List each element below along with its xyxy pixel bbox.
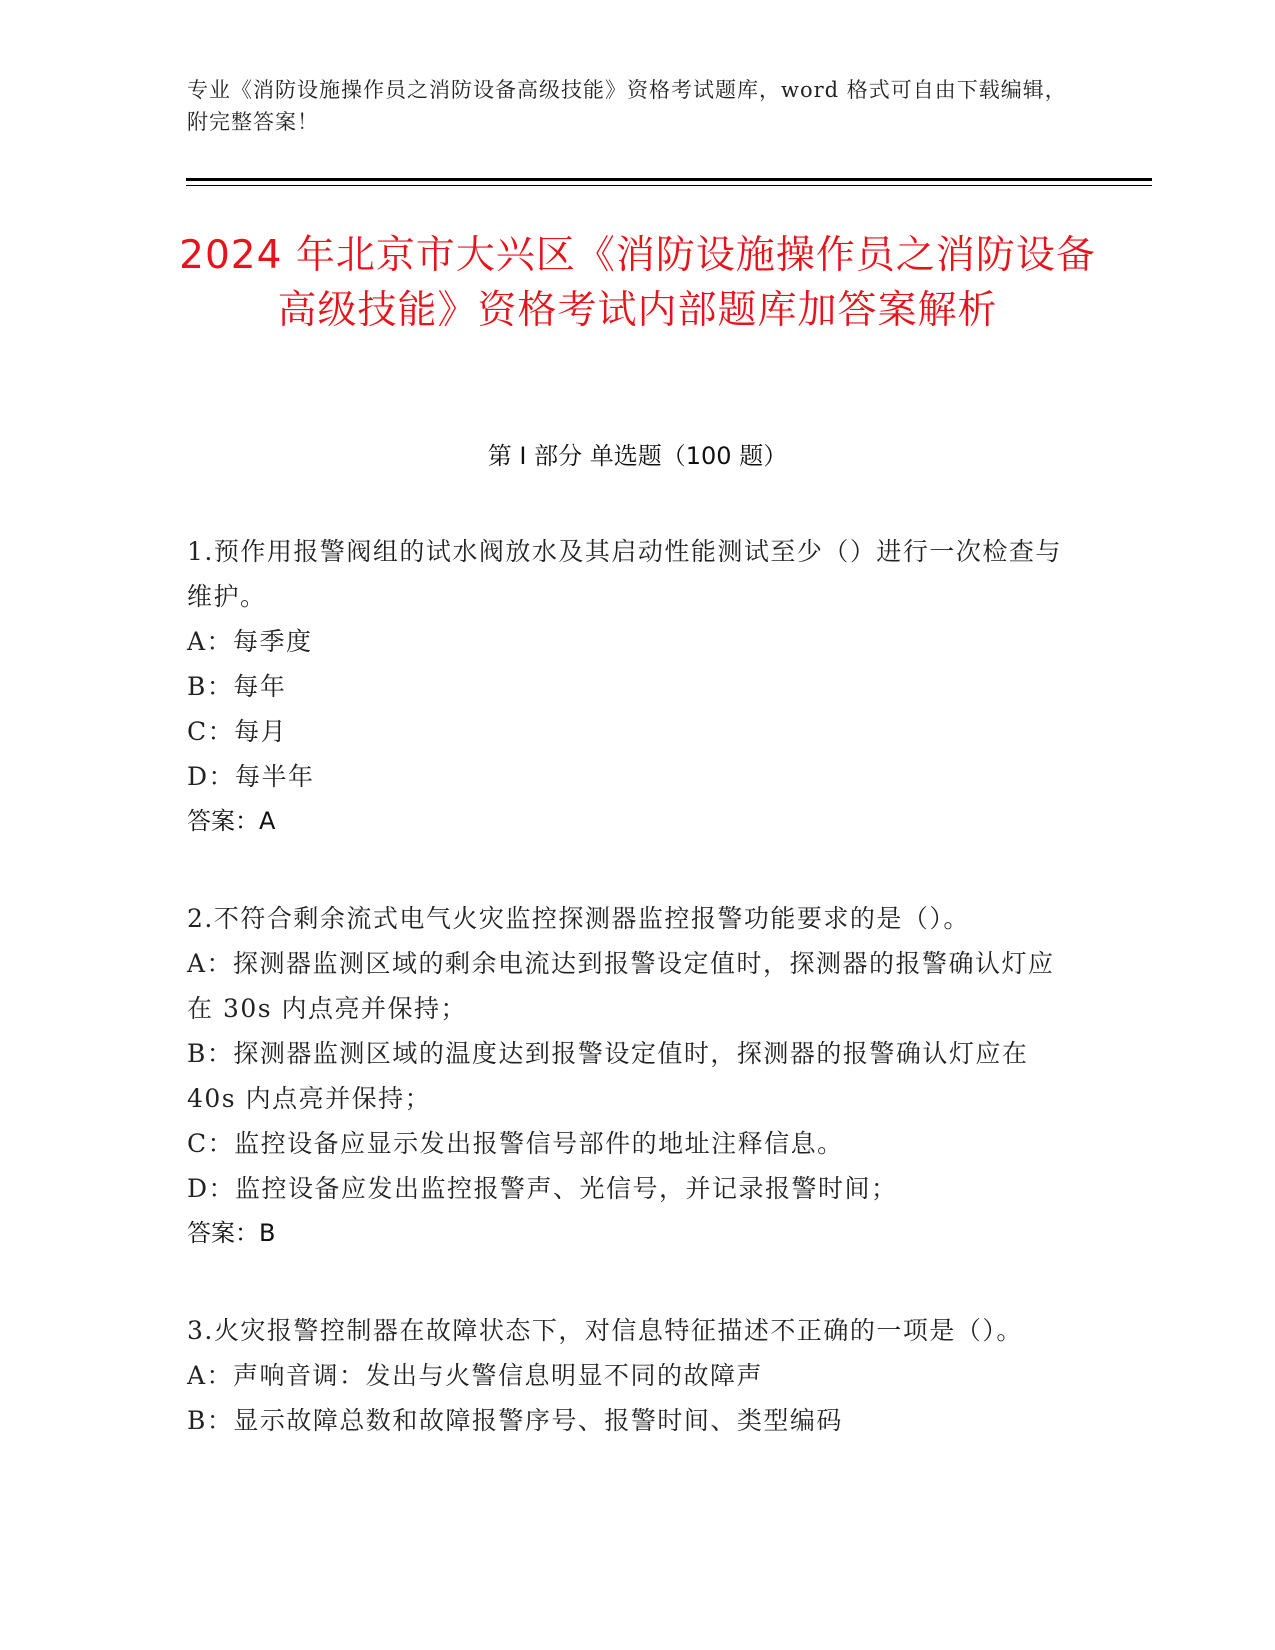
question-2 xyxy=(187,896,1067,1256)
question-list xyxy=(187,529,1067,1495)
option-a: A：探测器监测区域的剩余电流达到报警设定值时，探测器的报警确认灯应在 30s 内点亮并保持； xyxy=(187,949,1055,1023)
question-stem: 3.火灾报警控制器在故障状态下，对信息特征描述不正确的一项是（）。 xyxy=(187,1316,1023,1345)
question-stem: 2.不符合剩余流式电气火灾监控探测器监控报警功能要求的是（）。 xyxy=(187,904,970,933)
option-b: B：探测器监测区域的温度达到报警设定值时，探测器的报警确认灯应在 40s 内点亮并保持； xyxy=(187,1039,1038,1113)
document-title: 2024 年北京市大兴区《消防设施操作员之消防设备高级技能》资格考试内部题库加答案解析 xyxy=(179,233,1096,333)
option-d: D：监控设备应发出监控报警声、光信号，并记录报警时间； xyxy=(187,1174,898,1203)
option-a: A：声响音调：发出与火警信息明显不同的故障声 xyxy=(187,1361,764,1390)
header-divider-thin xyxy=(186,185,1152,186)
option-a: A：每季度 xyxy=(187,627,313,656)
answer-line: 答案：B xyxy=(187,1219,276,1247)
section-heading: 第 I 部分 单选题（100 题） xyxy=(487,442,788,470)
question-1 xyxy=(187,529,1067,844)
option-b: B：每年 xyxy=(187,672,287,701)
header-note: 专业《消防设施操作员之消防设备高级技能》资格考试题库，word 格式可自由下载编辑，附完整答案！ xyxy=(187,78,1067,134)
question-3 xyxy=(187,1308,1067,1443)
option-b: B：显示故障总数和故障报警序号、报警时间、类型编码 xyxy=(187,1406,843,1435)
question-stem: 1.预作用报警阀组的试水阀放水及其启动性能测试至少（）进行一次检查与维护。 xyxy=(187,537,1062,611)
header-divider-thick xyxy=(186,178,1152,181)
option-c: C：每月 xyxy=(187,717,288,746)
option-c: C：监控设备应显示发出报警信号部件的地址注释信息。 xyxy=(187,1129,844,1158)
answer-line: 答案：A xyxy=(187,807,276,835)
option-d: D：每半年 xyxy=(187,762,315,791)
